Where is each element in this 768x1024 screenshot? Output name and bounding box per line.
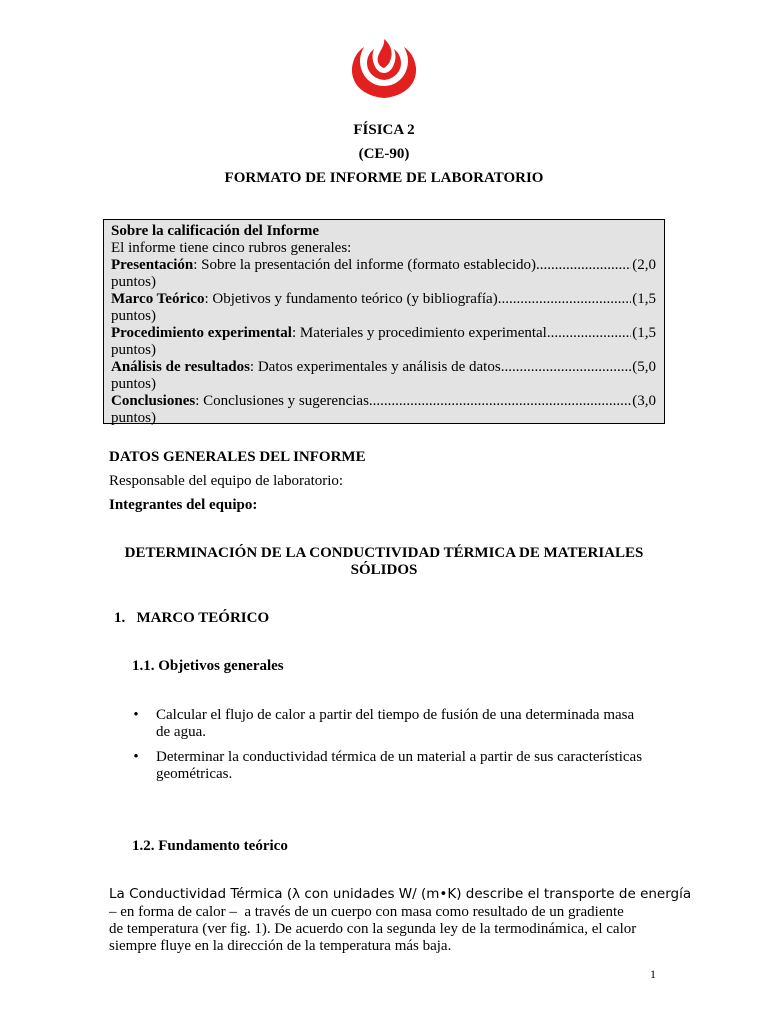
rubro-conclusiones: Conclusiones : Conclusiones y sugerencias ..... (3,0 <box>111 393 656 410</box>
grading-box-title: Sobre la calificación del Informe <box>111 223 320 239</box>
course-code: (CE-90) <box>358 146 410 162</box>
course-title: FÍSICA 2 <box>353 122 415 138</box>
document-title: FORMATO DE INFORME DE LABORATORIO <box>224 170 544 186</box>
section-heading-marco-teorico: 1. MARCO TEÓRICO <box>114 610 270 626</box>
rubro-points-cont: puntos) <box>111 410 156 426</box>
bullet-icon: • <box>133 749 139 765</box>
objective-2-line2: geométricas. <box>156 766 233 782</box>
bullet-icon: • <box>133 707 139 723</box>
leader-dots <box>547 325 631 342</box>
subsection-heading-fundamento: 1.2. Fundamento teórico <box>132 838 288 854</box>
rubro-points-cont: puntos) <box>111 376 156 392</box>
subsection-heading-objetivos: 1.1. Objetivos generales <box>132 658 284 674</box>
rubro-points-cont: puntos) <box>111 342 156 358</box>
grading-box <box>103 219 665 424</box>
rubro-analisis: Análisis de resultados : Datos experimentales y análisis de datos ..... (5,0 <box>111 359 656 376</box>
objective-1-line1: Calcular el flujo de calor a partir del tiempo de fusión de una determinada masa <box>156 707 635 723</box>
experiment-title-line1: DETERMINACIÓN DE LA CONDUCTIVIDAD TÉRMICA DE MATERIALES <box>124 545 644 561</box>
responsible-label: Responsable del equipo de laboratorio: <box>109 473 344 489</box>
theory-line2: – en forma de calor – a través de un cuerpo con masa como resultado de un gradiente <box>109 904 624 920</box>
grading-box-intro: El informe tiene cinco rubros generales: <box>111 240 352 256</box>
rubro-points-cont: puntos) <box>111 308 156 324</box>
leader-dots <box>369 393 631 410</box>
theory-line3: de temperatura (ver fig. 1). De acuerdo con la segunda ley de la termodinámica, el calor <box>109 921 637 937</box>
rubro-presentacion: Presentación : Sobre la presentación del informe (formato establecido) ..... (2,0 <box>111 257 656 274</box>
rubro-points-cont: puntos) <box>111 274 156 290</box>
experiment-title-line2: SÓLIDOS <box>350 562 418 578</box>
objective-2-line1: Determinar la conductividad térmica de un material a partir de sus características <box>156 749 643 765</box>
theory-line1: La Conductividad Térmica (λ con unidades W/ (m•K) describe el transporte de energía <box>109 886 692 902</box>
theory-line4: siempre fluye en la dirección de la temperatura más baja. <box>109 938 452 954</box>
general-data-heading: DATOS GENERALES DEL INFORME <box>109 449 366 465</box>
rubro-marco-teorico: Marco Teórico : Objetivos y fundamento teórico (y bibliografía) ..... (1,5 <box>111 291 656 308</box>
leader-dots <box>501 359 632 376</box>
upc-flame-logo-icon <box>347 38 421 100</box>
rubro-procedimiento: Procedimiento experimental : Materiales y procedimiento experimental ..... (1,5 <box>111 325 656 342</box>
members-label: Integrantes del equipo: <box>109 497 258 513</box>
leader-dots <box>498 291 632 308</box>
objective-1-line2: de agua. <box>156 724 206 740</box>
leader-dots <box>536 257 631 274</box>
page-number: 1 <box>650 967 656 981</box>
